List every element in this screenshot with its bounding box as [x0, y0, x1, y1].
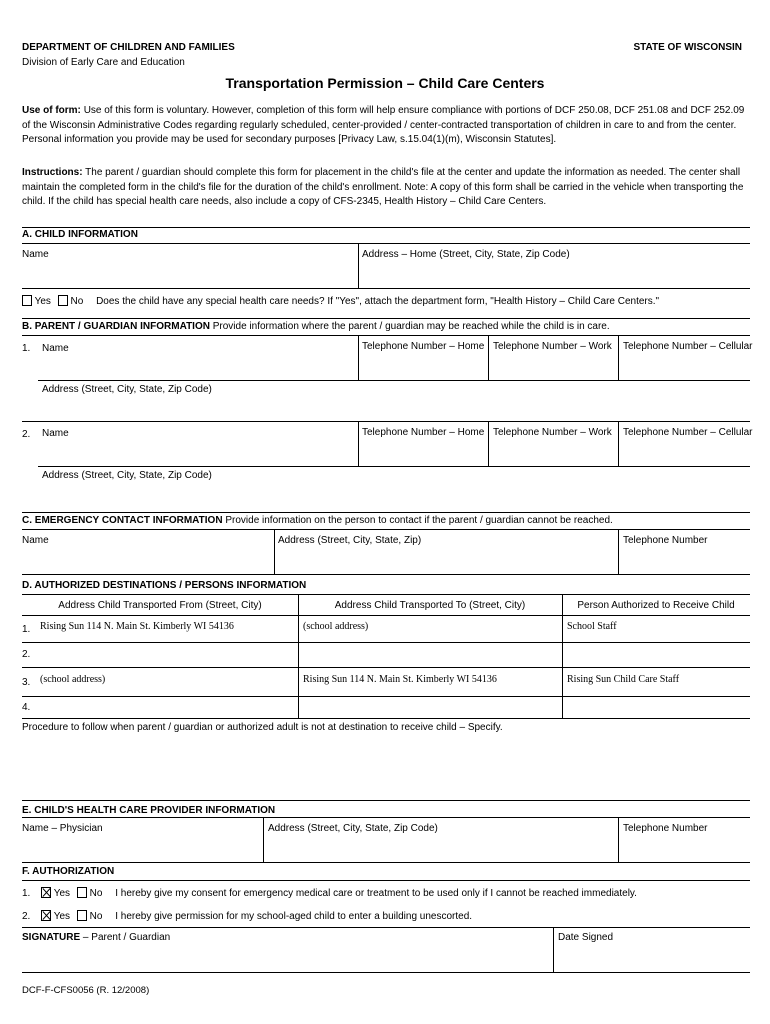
child-name-label: Name	[22, 249, 49, 260]
parent-2-name-label: Name	[42, 428, 69, 439]
parent-1-tel-cell-label: Telephone Number – Cellular	[623, 341, 753, 352]
physician-address-label: Address (Street, City, State, Zip Code)	[268, 823, 438, 834]
divider	[22, 696, 750, 697]
section-b-heading: B. PARENT / GUARDIAN INFORMATION	[22, 321, 210, 332]
divider	[22, 800, 750, 801]
consent-entry-text: I hereby give permission for my school-aged child to enter a building unescorted.	[115, 911, 473, 922]
parent-2-tel-cell-label: Telephone Number – Cellular	[623, 427, 753, 438]
divider	[274, 529, 275, 574]
divider	[22, 594, 750, 595]
divider	[618, 335, 619, 380]
divider	[22, 880, 750, 881]
child-address-label: Address – Home (Street, City, State, Zip Code)	[362, 249, 570, 260]
use-of-form-paragraph	[22, 104, 750, 148]
divider	[22, 335, 750, 336]
authorization-item-2	[22, 910, 472, 922]
special-needs-row	[22, 295, 659, 307]
consent-medical-text: I hereby give my consent for emergency medical care or treatment to be used only if I cannot be reached immediately.	[115, 888, 637, 899]
row-2-number: 2.	[22, 649, 31, 660]
section-f-heading: F. AUTHORIZATION	[22, 866, 115, 877]
divider	[22, 288, 750, 289]
authorization-item-1	[22, 887, 637, 899]
section-a-heading: A. CHILD INFORMATION	[22, 229, 138, 240]
divider	[22, 318, 750, 319]
item-number: 2.	[22, 911, 31, 922]
date-signed-field[interactable]	[558, 946, 750, 972]
row-1-number: 1.	[22, 624, 31, 635]
signature-label-rest: – Parent / Guardian	[80, 932, 171, 943]
no-label: No	[70, 296, 84, 307]
special-needs-yes-checkbox[interactable]	[22, 295, 32, 306]
divider	[22, 227, 750, 228]
signature-label-bold: SIGNATURE	[22, 932, 81, 943]
divider	[22, 862, 750, 863]
row-4-number: 4.	[22, 702, 31, 713]
divider	[22, 817, 750, 818]
emergency-name-label: Name	[22, 535, 49, 546]
divider	[488, 335, 489, 380]
divider	[263, 817, 264, 862]
physician-name-label: Name – Physician	[22, 823, 103, 834]
divider	[358, 421, 359, 466]
division-name: Division of Early Care and Education	[22, 57, 185, 68]
section-b-note: Provide information where the parent / guardian may be reached while the child is in care.	[212, 321, 610, 332]
divider	[22, 718, 750, 719]
divider	[562, 594, 563, 719]
yes-label: Yes	[53, 888, 71, 899]
divider	[22, 512, 750, 513]
row-3-to[interactable]: Rising Sun 114 N. Main St. Kimberly WI 54136	[303, 674, 497, 685]
divider	[298, 594, 299, 719]
parent-1-name-label: Name	[42, 343, 69, 354]
col-to-header: Address Child Transported To (Street, City)	[334, 600, 526, 611]
divider	[618, 529, 619, 574]
divider	[38, 466, 750, 467]
parent-1-tel-work-label: Telephone Number – Work	[493, 341, 612, 352]
department-name: DEPARTMENT OF CHILDREN AND FAMILIES	[22, 42, 235, 53]
physician-telephone-label: Telephone Number	[623, 823, 708, 834]
parent-2-tel-home-label: Telephone Number – Home	[362, 427, 485, 438]
divider	[22, 574, 750, 575]
section-c-header	[22, 515, 613, 526]
divider	[358, 243, 359, 288]
parent-2-number: 2.	[22, 429, 31, 440]
section-b-header	[22, 321, 610, 332]
divider	[22, 642, 750, 643]
date-signed-label: Date Signed	[558, 932, 614, 943]
instructions-label: Instructions:	[22, 167, 83, 178]
row-3-from[interactable]: (school address)	[40, 674, 106, 685]
row-3-person[interactable]: Rising Sun Child Care Staff	[567, 674, 680, 685]
row-1-person[interactable]: School Staff	[567, 621, 617, 632]
procedure-label: Procedure to follow when parent / guardian or authorized adult is not at destination to receive child – Specify.	[22, 722, 503, 733]
divider	[22, 667, 750, 668]
yes-label: Yes	[34, 296, 51, 307]
consent-entry-yes-checkbox[interactable]	[41, 910, 51, 921]
col-from-header: Address Child Transported From (Street, City)	[58, 600, 262, 611]
section-c-note: Provide information on the person to contact if the parent / guardian cannot be reached.	[225, 515, 613, 526]
instructions-paragraph	[22, 166, 750, 210]
row-1-from[interactable]: Rising Sun 114 N. Main St. Kimberly WI 54136	[40, 621, 234, 632]
procedure-field[interactable]	[22, 736, 750, 800]
parent-2-address-label: Address (Street, City, State, Zip Code)	[42, 470, 212, 481]
signature-label	[22, 932, 170, 943]
section-d-heading: D. AUTHORIZED DESTINATIONS / PERSONS INFORMATION	[22, 580, 307, 591]
yes-label: Yes	[53, 911, 71, 922]
parent-1-number: 1.	[22, 343, 31, 354]
row-1-to[interactable]: (school address)	[303, 621, 369, 632]
consent-medical-no-checkbox[interactable]	[77, 887, 87, 898]
special-needs-no-checkbox[interactable]	[58, 295, 68, 306]
divider	[22, 927, 750, 928]
divider	[618, 421, 619, 466]
parent-2-tel-work-label: Telephone Number – Work	[493, 427, 612, 438]
child-address-field[interactable]	[360, 244, 750, 288]
no-label: No	[89, 888, 103, 899]
divider	[22, 421, 750, 422]
divider	[488, 421, 489, 466]
signature-field[interactable]	[22, 946, 552, 972]
row-3-number: 3.	[22, 677, 31, 688]
form-id: DCF-F-CFS0056 (R. 12/2008)	[22, 985, 150, 996]
divider	[22, 529, 750, 530]
state-name: STATE OF WISCONSIN	[633, 42, 742, 53]
divider	[358, 335, 359, 380]
use-of-form-label: Use of form:	[22, 105, 81, 116]
divider	[38, 380, 750, 381]
section-c-heading: C. EMERGENCY CONTACT INFORMATION	[22, 515, 223, 526]
use-of-form-text: Use of this form is voluntary. However, completion of this form will help ensure compliance with portions of DCF 250.08, DCF 251.08 and DCF 252.09 of the Wisconsin Administrative Codes regarding regularly scheduled, center-provided / center-contracted transportation of children in care to and from the center. Personal information you provide may be used for secondary purposes [Privacy Law, s.15.04(1)(m), Wisconsin Statutes].	[22, 105, 745, 145]
section-e-heading: E. CHILD'S HEALTH CARE PROVIDER INFORMATION	[22, 805, 276, 816]
form-title: Transportation Permission – Child Care Centers	[225, 75, 545, 91]
parent-1-address-label: Address (Street, City, State, Zip Code)	[42, 384, 212, 395]
special-needs-question: Does the child have any special health care needs? If "Yes", attach the department form, "Health History – Child Care Centers."	[96, 296, 660, 307]
col-person-header: Person Authorized to Receive Child	[577, 600, 735, 611]
divider	[22, 972, 750, 973]
item-number: 1.	[22, 888, 31, 899]
instructions-text: The parent / guardian should complete this form for placement in the child's file at the center and update the information as needed. The center shall maintain the completed form in the child's file for the duration of the child's enrollment. Note: A copy of this form shall be carried in the vehicle when transporting the child. If the child has special health care needs, also include a copy of CFS-2345, Health History – Child Care Centers.	[22, 167, 744, 207]
child-name-field[interactable]	[22, 244, 357, 288]
consent-medical-yes-checkbox[interactable]	[41, 887, 51, 898]
emergency-address-label: Address (Street, City, State, Zip)	[278, 535, 422, 546]
emergency-telephone-label: Telephone Number	[623, 535, 708, 546]
divider	[553, 927, 554, 972]
parent-1-tel-home-label: Telephone Number – Home	[362, 341, 485, 352]
consent-entry-no-checkbox[interactable]	[77, 910, 87, 921]
divider	[618, 817, 619, 862]
no-label: No	[89, 911, 103, 922]
divider	[22, 615, 750, 616]
